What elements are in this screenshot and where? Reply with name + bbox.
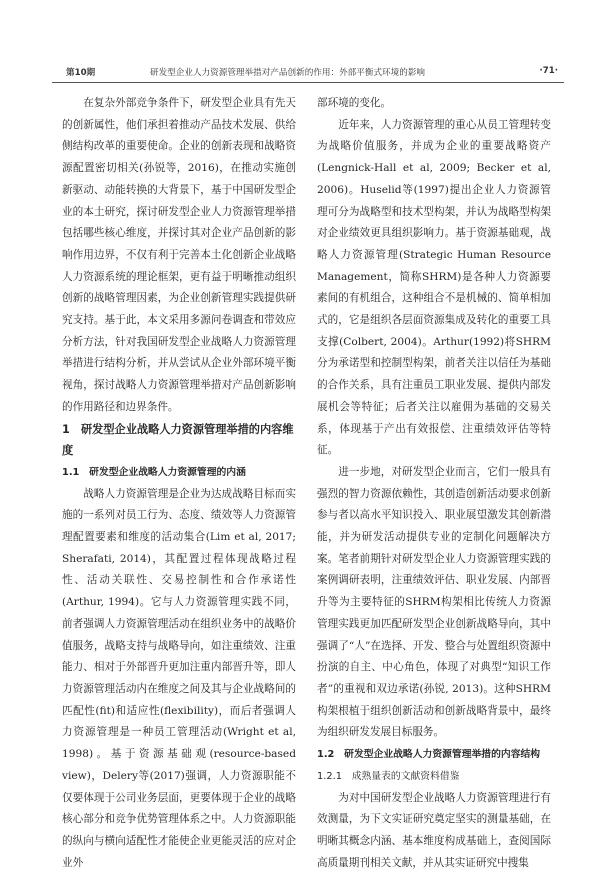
body-paragraph: 为对中国研发型企业战略人力资源管理进行有效测量，为下文实证研究奠定坚实的测量基础，在明晰其概念内涵、基本维度构成基础上，查阅国际高质量期刊相关文献，并从其实证研究中搜集 xyxy=(317,788,551,874)
body-paragraph: 近年来，人力资源管理的重心从员工管理转变为战略价值服务，并成为企业的重要战略资产(Lengnick-Hall et al, 2009; Becker et al, 2006)。Huselid等(1997)提出企业人力资源管理可分为战略型和技术型构架，并认为战略型构架对企业绩效更具组织影响力。基于资源基础观，战略人力资源管理(Strategic Human Resource Management，简称SHRM)是各种人力资源要素间的有机组合，这种组合不是机械的、简单相加式的，它是组织各层面资源集成及转化的重要工具支撑(Colbert, 2004)。Arthur(1992)将SHRM分为承诺型和控制型构架，前者关注以信任为基础的合作关系，具有注重员工职业发展、提供内部发展机会等特征；后者关注以雇佣为基础的交易关系，体现基于产出有效报偿、注重绩效评估等特征。 xyxy=(317,115,551,462)
subsection-heading-1-1: 1.1 研发型企业战略人力资源管理的内涵 xyxy=(62,462,296,484)
subsection-heading-1-2: 1.2 研发型企业战略人力资源管理举措的内容结构 xyxy=(317,744,551,766)
continued-paragraph: 部环境的变化。 xyxy=(317,93,551,115)
subsubsection-heading-1-2-1: 1.2.1 成熟量表的文献资料借鉴 xyxy=(317,766,551,788)
running-header xyxy=(52,64,564,82)
running-title: 研发型企业人力资源管理举措对产品创新的作用：外部平衡式环境的影响 xyxy=(150,66,425,78)
header-rule xyxy=(52,82,564,83)
body-paragraph: 战略人力资源管理是企业为达成战略目标而实施的一系列对员工行为、态度、绩效等人力资源管理配置要素和维度的活动集合(Lim et al, 2017; Sherafati, 2014)，其配置过程体现战略过程性、活动关联性、交易控制性和合作承诺性(Arthur, 1994)。它与人力资源管理实践不同，前者强调人力资源管理活动在组织业务中的战略价值服务，战略支持与战略导向，如注重绩效、注重能力、相对于外部晋升更加注重内部晋升等，即人力资源管理活动内在维度之间及其与企业战略间的匹配性(fit)和适应性(flexibility)，而后者强调人力资源管理是一种员工管理活动(Wright et al, 1998)。基于资源基础观(resource-based view)，Delery等(2017)强调，人力资源职能不仅要体现于公司业务层面，更要体现于企业的战略核心部分和竞争优势管理体系之中。人力资源职能的纵向与横向适配性才能使企业更能灵活的应对企业外 xyxy=(62,484,296,874)
left-column xyxy=(62,93,296,805)
page-number: ·71· xyxy=(540,66,559,76)
intro-paragraph: 在复杂外部竞争条件下，研发型企业具有先天的创新属性，他们承担着推动产品技术发展、供给侧结构改革的重要使命。企业的创新表现和战略资源配置密切相关(孙锐等，2016)，在推动实施创新驱动、动能转换的大背景下，基于中国研发型企业的本土研究，探讨研发型企业人力资源管理举措包括哪些核心维度，并探讨其对企业产品创新的影响作用边界，不仅有利于完善本土化创新企业战略人力资源系统的理论框架，更有益于明晰推动组织创新的战略管理因素，为企业创新管理实践提供研究支持。基于此，本文采用多源问卷调查和带效应分析方法，针对我国研发型企业战略人力资源管理举措进行结构分析，并从尝试从企业外部环境平衡视角，探讨战略人力资源管理举措对产品创新影响的作用路径和边界条件。 xyxy=(62,93,296,419)
section-heading-1: 1 研发型企业战略人力资源管理举措的内容维度 xyxy=(62,419,296,462)
body-paragraph: 进一步地，对研发型企业而言，它们一般具有强烈的智力资源依赖性，其创造创新活动要求创新参与者以高水平知识投入、职业展望激发其创新潜能，并为研发活动提供专业的定制化问题解决方案。笔者前期针对研发型企业人力资源管理实践的案例调研表明，注重绩效评估、职业发展、内部晋升等为主要特征的SHRM构架相比传统人力资源管理实践更加匹配研发型企业创新战略导向，其中强调了“人”在选择、开发、整合与处置组织资源中扮演的自主、中心角色，体现了对典型“知识工作者”的重视和双边承诺(孙锐, 2013)。这种SHRM构架根植于组织创新活动和创新战略背景中，最终为组织研发发展目标服务。 xyxy=(317,462,551,744)
right-column xyxy=(317,93,551,805)
issue-label: 第10期 xyxy=(66,66,95,78)
